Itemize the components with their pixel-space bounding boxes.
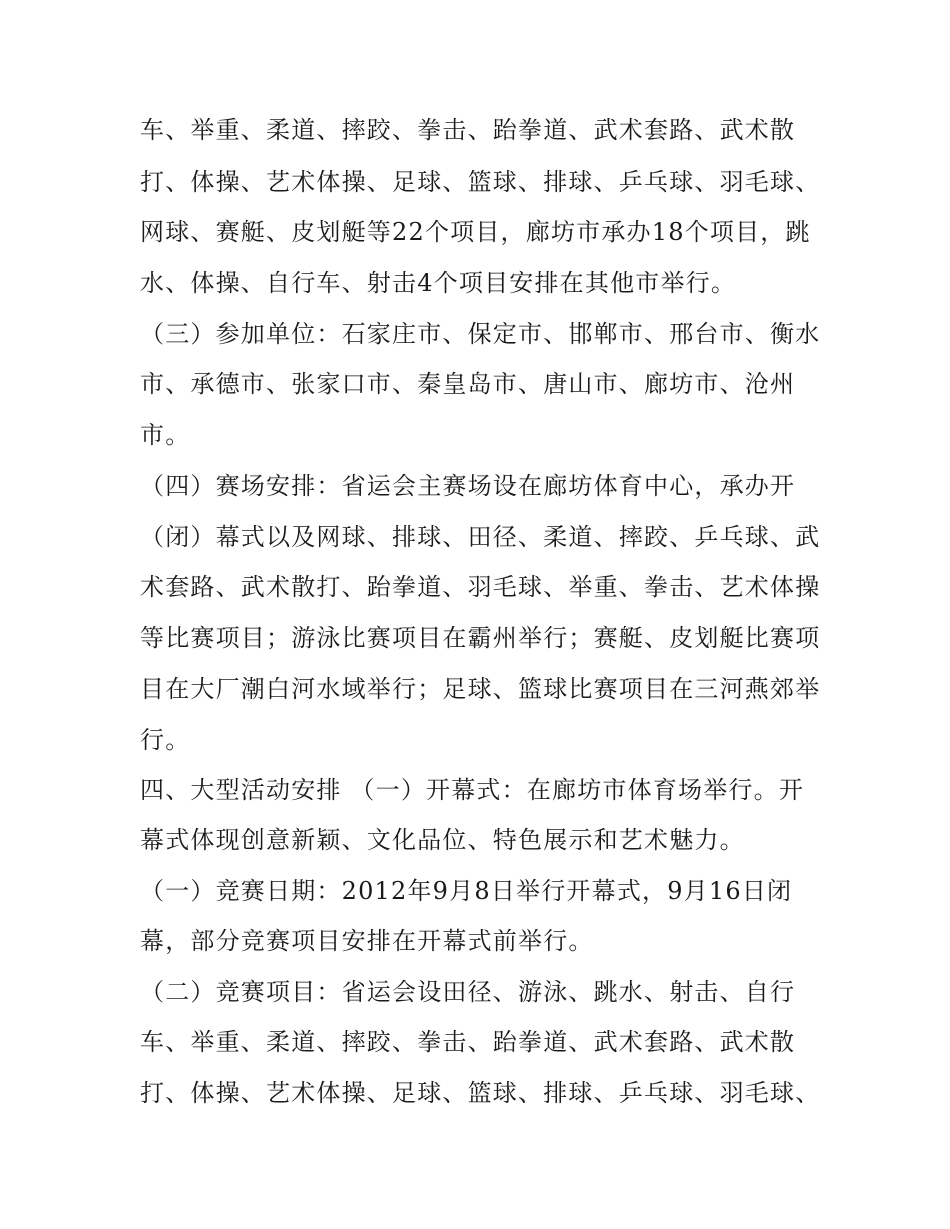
text-line: （四）赛场安排：省运会主赛场设在廊坊体育中心，承办开 <box>140 472 796 500</box>
text-line: 术套路、武术散打、跆拳道、羽毛球、举重、拳击、艺术体操 <box>140 573 821 601</box>
text-line: （闭）幕式以及网球、排球、田径、柔道、摔跤、乒乓球、武 <box>140 523 821 551</box>
text-line: 等比赛项目；游泳比赛项目在霸州举行；赛艇、皮划艇比赛项 <box>140 624 821 652</box>
text-line: 打、体操、艺术体操、足球、篮球、排球、乒乓球、羽毛球、 <box>140 1079 821 1107</box>
text-line: （二）竞赛项目：省运会设田径、游泳、跳水、射击、自行 <box>140 978 796 1006</box>
text-line: 打、体操、艺术体操、足球、篮球、排球、乒乓球、羽毛球、 <box>140 168 821 196</box>
text-line: 四、大型活动安排 （一）开幕式：在廊坊市体育场举行。开 <box>140 776 805 804</box>
text-line: 幕式体现创意新颖、文化品位、特色展示和艺术魅力。 <box>140 826 745 854</box>
text-line: （一）竞赛日期：2012年9月8日举行开幕式，9月16日闭 <box>140 877 793 905</box>
text-line: 市、承德市、张家口市、秦皇岛市、唐山市、廊坊市、沧州 <box>140 370 796 398</box>
text-line: 网球、赛艇、皮划艇等22个项目，廊坊市承办18个项目，跳 <box>140 218 811 246</box>
text-line: 市。 <box>140 421 191 449</box>
text-line: （三）参加单位：石家庄市、保定市、邯郸市、邢台市、衡水 <box>140 320 821 348</box>
text-line: 车、举重、柔道、摔跤、拳击、跆拳道、武术套路、武术散 <box>140 1028 796 1056</box>
text-line: 车、举重、柔道、摔跤、拳击、跆拳道、武术套路、武术散 <box>140 116 796 144</box>
text-line: 行。 <box>140 726 191 754</box>
text-line: 目在大厂潮白河水域举行；足球、篮球比赛项目在三河燕郊举 <box>140 675 821 703</box>
text-line: 水、体操、自行车、射击4个项目安排在其他市举行。 <box>140 269 737 297</box>
text-line: 幕，部分竞赛项目安排在开幕式前举行。 <box>140 927 594 955</box>
